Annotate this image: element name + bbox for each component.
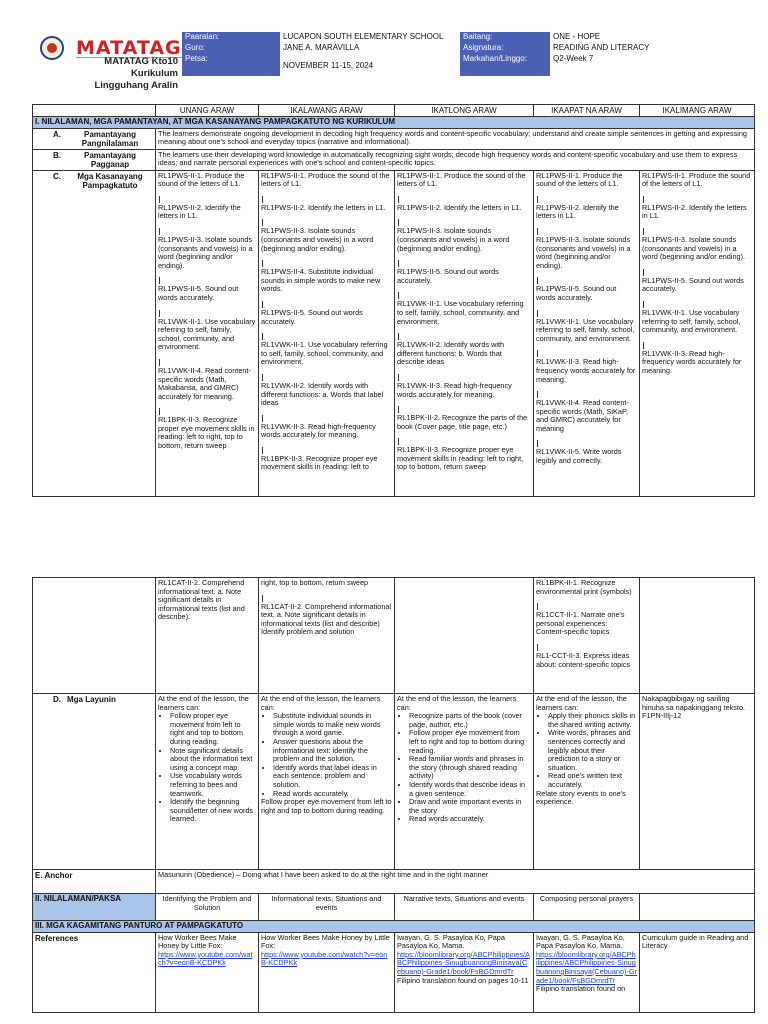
separator-tick [262,260,264,267]
separator-tick [262,415,264,422]
competency-item: RL1CCT-II-1. Narrate one's personal experiences: Content-specific topics [536,610,625,637]
objective-item: • Identify words that label ideas in each sentence: problem and solution. [273,764,392,790]
teacher-name: JANE A. MARAVILLA [280,43,460,54]
competency-item: RL1PWS-II-1. Produce the sound of the letters of L1. [158,170,245,189]
competency-item: RL1PWS-II-3. Isolate sounds (consonants and vowels) in a word (beginning and/or ending). [536,234,631,270]
document-title: MATATAG Kto10 Kurikulum Lingguhang Aralin [94,56,178,91]
competency-item: RL1VWK-II-3. Read high-frequency words accurately for meaning. [642,348,742,375]
references-row [33,932,755,1012]
grade-level: ONE - HOPE [550,32,754,43]
competency-item: RL1PWS-II-1. Produce the sound of the letters of L1. [261,170,390,189]
objective-item: • Substitute individual sounds in simple words to make new words through a word game. [273,712,392,738]
objective-item: • Draw and write important events in the story [409,798,531,815]
day-header: IKALIMANG ARAW [640,105,755,117]
separator-tick [537,310,539,317]
separator-tick [159,359,161,366]
separator-tick [159,277,161,284]
curriculum-table [32,104,755,497]
references-day-2: How Worker Bees Make Honey by Little Fox: https://www.youtube.com/watch?v=eonB-KCDPKk [259,932,395,1012]
competency-item: RL1VWK-II-1. Use vocabulary referring to self, family, school, community, and environment. [158,316,256,352]
objective-item: • Note significant details about the information text using a concept map. [170,747,256,773]
subject: READING AND LITERACY [550,43,754,54]
competency-item: RL1PWS-II-2. Identify the letters in L1. [261,202,386,212]
objective-item: • Read one's written text accurately. [548,772,637,789]
quarter-week: Q2-Week 7 [550,54,754,76]
day-header: IKATLONG ARAW [395,105,534,117]
row-label: Mga Layunin [67,695,116,704]
section-heading: III. MGA KAGAMITANG PANTURO AT PAMPAGKATUTO [33,921,755,933]
separator-tick [537,391,539,398]
objective-item: • Follow proper eye movement from left to right and top to bottom during reading. [409,729,531,755]
competency-item: RL1VWK-II-3. Read high-frequency words accurately for meaning. [261,421,376,440]
competency-item: RL1PWS-II-5. Sound out words accurately. [158,284,239,302]
separator-tick [262,219,264,226]
topic-day-3: Narrative texts, Situations and events [395,894,534,921]
objectives-day-5: Nakapagbibigay ng sariling hinuha sa napakinggang teksto. F1PN-IIIj-12 [640,694,755,870]
header-row: Guro: JANE A. MARAVILLA Asignatura: READING AND LITERACY [182,43,754,54]
objectives-day-2: At the end of the lesson, the learners can: • Substitute individual sounds in simple words to make new words through a word game. • Answer questions about the informational text: identify the problem and the solution. • Identify words that label ideas in each sentence: problem and solution. • Read words accurately. Follow proper eye movement from left to right and top to bottom during reading. [259,694,395,870]
topic-row [33,894,755,921]
competency-item: RL1PWS-II-3. Isolate sounds (consonants and vowels) in a word (beginning and/or ending). [642,234,746,262]
separator-tick [159,228,161,235]
topic-day-5 [640,894,755,921]
competency-item: RL1BPK-II-3. Recognize proper eye movement skills in reading: left to right, top to bottom, return sweep [158,415,255,451]
content-standard-row: A. Pamantayang Pangnilalaman The learners demonstrate ongoing development in decoding high frequency words and content-specific vocabulary; understand and create simple sentences in getting and expressing meaning about one's school and everyday topics (narrative and informational). [33,128,755,149]
competencies-day-3 [395,170,534,496]
competency-item: RL1PWS-II-1. Produce the sound of the letters of L1. [536,170,623,189]
separator-tick [537,440,539,447]
objectives-day-4: At the end of the lesson, the learners can: • Apply their phonics skills in the shared writing activity. • Write words, phrases and sentences correctly and legibly about their prediction to a story or situation. • Read one's written text accurately. Relate story events to one's experience. [534,694,640,870]
performance-standard-text: The learners use their developing word knowledge in automatically recognizing sight words; decode high frequency words and content-specific vocabulary and use them to express ideas; and narrate personal experiences with one's school and content-specific topics. [156,149,755,170]
competency-item: RL1VWK-II-2. Identify words with different functions: b. Words that describe ideas [397,340,505,367]
competency-item: RL1CAT-II-2. Comprehend informational text. a. Note significant details in informational texts (list and describe). [158,578,245,622]
competency-item: RL1PWS-II-5. Sound out words accurately. [397,267,499,285]
header-row: Paaralan: LUCAPON SOUTH ELEMENTARY SCHOOL Baitang: ONE - HOPE [182,32,754,43]
competency-item: RL1-CCT-II-3. Express ideas about: content-specific topics [536,650,631,669]
competency-item: RL1VWK-II-2. Identify words with different functions: a. Words that label ideas [261,380,384,408]
competency-item: RL1VWK-II-1. Use vocabulary referring to self, family, school, community, and environment. [261,340,388,367]
separator-tick [398,438,400,445]
competency-item: RL1PWS-II-1. Produce the sound of the letters of L1. [397,170,526,189]
competency-item: RL1VWK-II-3. Read high-frequency words accurately for meaning. [397,380,512,399]
competency-item: RL1BPK-II-2. Recognize the parts of the book (Cover page, title page, etc.) [397,413,528,431]
youtube-link[interactable]: https://www.youtube.com/watch?v=eonB-KCDPKk [158,949,253,968]
row-label: Mga Kasanayang Pampagkatuto [77,171,143,190]
separator-tick [537,228,539,235]
competencies-day-4 [534,170,640,496]
separator-tick [643,342,645,349]
bloom-library-link[interactable]: https://bloomlibrary.org/ABCPhilippines/ABCPhilippines-SinugbuanongBinisaya(Cebuano)-Grade1/book/FsBGDmrdTr [536,949,638,985]
row-label: II. NILALAMAN/PAKSA [33,894,156,921]
objective-item: • Answer questions about the informational text: identify the problem and the solution. [273,738,392,764]
anchor-text: Masunurin (Obedience) – Doing what I have been asked to do at the right time and in the right manner [156,870,755,894]
competency-item: RL1PWS-II-3. Isolate sounds (consonants and vowels) in a word (beginning and/or ending). [261,226,374,253]
competency-item: RL1VWK-II-3. Read high-frequency words accurately for meaning. [536,357,636,384]
competencies-cont-day-4 [534,578,640,694]
competency-item: RL1PWS-II-4. Substitute individual sounds in simple words to make new words. [261,267,381,294]
separator-tick [262,595,264,602]
separator-tick [643,269,645,276]
competencies-cont-day-3 [395,578,534,694]
day-header: IKALAWANG ARAW [259,105,395,117]
competency-item: RL1VWK-II-1. Use vocabulary referring to self, family, school, community, and environment. [642,307,741,335]
competency-item: RL1VWK-II-4. Read content-specific words (Math, Makabansa, and GMRC) accurately for meaning. [158,365,251,401]
competency-item: RL1PWS-II-2. Identify the letters in L1. [536,202,619,221]
objectives-row: D. Mga Layunin At the end of the lesson, the learners can: • Follow proper eye movement from left to right and top to bottom during reading. • Note significant details about the information text using a concept map. • Use vocabulary words referring to bees and teamwork. • Identify the beginning sound/letter of new words learned. At the end of the lesson, the learners can: • Substitute individual sounds in simple words to make new words through a word game. • Answer questions about the informational text: identify the problem and the solution. • Identify words that label ideas in each sentence: problem and solution. • Read words accurately. Follow proper eye movement from left to right and top to bottom during reading. At the end of the lesson, the learners can: • Recognize parts of the book (cover page, author, etc.) • Follow proper eye movement from left to right and top to bottom during reading. • Read familiar words and phrases in the story (through shared reading activity) • Identify words that describe ideas in a given sentence. • Draw and write important events in the story • Read words accurately. At the end of the lesson, the learners can: • Apply their phonics skills in the shared writing activity. • Write words, phrases and sentences correctly and legibly about their prediction to a story or situation. • Read one's written text accurately. Relate story events to one's experience. Nakapagbibigay ng sariling hinuha sa napakinggang teksto. F1PN-IIIj-12 [33,694,755,870]
competency-item: RL1PWS-II-3. Isolate sounds (consonants and vowels) in a word (beginning and/or ending). [397,226,510,253]
references-day-3: Iwayan, G. S. Pasayloa Ko, Papa Pasayloa Ko, Mama. https://bloomlibrary.org/ABCPhilippines/ABCPhilippines-SinugbuanongBinisaya(Cebuano)-Grade1/book/FsBGDmrdTr Filipino translation found on pages 10-11 [395,932,534,1012]
objective-item: • Identify the beginning sound/letter of new words learned. [170,798,256,824]
competency-item: RL1PWS-II-2. Identify the letters in L1. [642,202,747,221]
anchor-row [33,870,755,894]
competency-item: RL1PWS-II-5. Sound out words accurately. [536,284,617,302]
objective-item: • Read words accurately. [409,815,531,824]
competencies-continued-row [33,578,755,694]
competency-item: RL1BPK-II-3. Recognize proper eye movement skills in reading: left to [261,453,378,472]
learning-competencies-row: C. Mga Kasanayang Pampagkatuto RL1PWS-II-1. Produce the sound of the letters of L1. RL1PWS-II-2. Identify the letters in L1. RL1PWS-II-3. Isolate sounds (consonants and vowels) in a word (beginning and/or ending). RL1PWS-II-5. Sound out words accurately. RL1VWK-II-1. Use vocabulary referring to self, family, school, community, and environment. RL1VWK-II-4. Read content-specific words (Math, Makabansa, and GMRC) accurately for meaning. RL1BPK-II-3. Recognize proper eye movement skills in reading: left to right, top to bottom, return sweep RL1PWS-II-1. Produce the sound of the letters of L1. RL1PWS-II-2. Identify the letters in L1. RL1PWS-II-3. Isolate sounds (consonants and vowels) in a word (beginning and/or ending). RL1PWS-II-4. Substitute individual sounds in simple words to make new words. RL1PWS-II-5. Sound out words accurately. RL1VWK-II-1. Use vocabulary referring to self, family, school, community, and environment. RL1VWK-II-2. Identify words with different functions: a. Words that label ideas RL1VWK-II-3. Read high-frequency words accurately for meaning. RL1BPK-II-3. Recognize proper eye movement skills in reading: left to RL1PWS-II-1. Produce the sound of the letters of L1. RL1PWS-II-2. Identify the letters in L1. RL1PWS-II-3. Isolate sounds (consonants and vowels) in a word (beginning and/or ending). RL1PWS-II-5. Sound out words accurately. RL1VWK-II-1. Use vocabulary referring to self, family, school, community, and environment. RL1VWK-II-2. Identify words with different functions: b. Words that describe ideas RL1VWK-II-3. Read high-frequency words accurately for meaning. RL1BPK-II-2. Recognize the parts of the book (Cover page, title page, etc.) RL1BPK-II-3. Recognize proper eye movement skills in reading: left to right, top to bottom, return sweep RL1PWS-II-1. Produce the sound of the letters of L1. RL1PWS-II-2. Identify the letters in L1. RL1PWS-II-3. Isolate sounds (consonants and vowels) in a word (beginning and/or ending). RL1PWS-II-5. Sound out words accurately. RL1VWK-II-1. Use vocabulary referring to self, family, school, community, and environment. RL1VWK-II-3. Read high-frequency words accurately for meaning. RL1VWK-II-4. Read content-specific words (Math, SiKaP, and GMRC) accurately for meaning RL1VWK-II-5. Write words legibly and correctly. RL1PWS-II-1. Produce the sound of the letters of L1. RL1PWS-II-2. Identify the letters in L1. RL1PWS-II-3. Isolate sounds (consonants and vowels) in a word (beginning and/or ending). RL1PWS-II-5. Sound out words accurately. RL1VWK-II-1. Use vocabulary referring to self, family, school, community, and environment. RL1VWK-II-3. Read high-frequency words accurately for meaning. [33,170,755,496]
separator-tick [262,374,264,381]
competency-item: RL1PWS-II-5. Sound out words accurately. [261,307,363,326]
separator-tick [643,301,645,308]
row-label: E. Anchor [33,870,156,894]
references-day-1: How Worker Bees Make Honey by Little Fox: https://www.youtube.com/watch?v=eonB-KCDPKk [156,932,259,1012]
competency-item: RL1PWS-II-2. Identify the letters in L1. [397,202,522,212]
competency-item: RL1PWS-II-1. Produce the sound of the letters of L1. [642,170,751,189]
school-name: LUCAPON SOUTH ELEMENTARY SCHOOL [280,32,460,43]
separator-tick [159,310,161,317]
separator-tick [643,196,645,203]
competency-item: RL1VWK-II-1. Use vocabulary referring to self, family, school, community, and environment. [397,299,524,326]
objective-item: • Follow proper eye movement from left to right and top to bottom during reading. [170,712,256,746]
competency-item: RL1VWK-II-5. Write words legibly and correctly. [536,447,622,466]
competencies-cont-day-1 [156,578,259,694]
competencies-cont-day-5 [640,578,755,694]
performance-standard-row: B. Pamantayang Pagganap The learners use their developing word knowledge in automatically recognizing sight words; decode high frequency words and content-specific vocabulary and use them to express ideas; and narrate personal experiences with one's school and content-specific topics. [33,149,755,170]
day-header-row [33,105,755,117]
competencies-day-1 [156,170,259,496]
competencies-day-5 [640,170,755,496]
brand-name: MATATAG [76,37,182,59]
day-header: UNANG ARAW [156,105,259,117]
separator-tick [262,447,264,454]
objectives-day-1: At the end of the lesson, the learners can: • Follow proper eye movement from left to right and top to bottom during reading. • Note significant details about the information text using a concept map. • Use vocabulary words referring to bees and teamwork. • Identify the beginning sound/letter of new words learned. [156,694,259,870]
bloom-library-link[interactable]: https://bloomlibrary.org/ABCPhilippines/ABCPhilippines-SinugbuanongBinisaya(Cebuano)-Grade1/book/FsBGDmrdTr [397,949,530,976]
competency-item: right, top to bottom, return sweep [261,578,369,587]
topic-day-4: Composing personal prayers [534,894,640,921]
separator-tick [643,228,645,235]
separator-tick [398,374,400,381]
separator-tick [398,260,400,267]
competencies-day-2 [259,170,395,496]
separator-tick [537,603,539,610]
competency-item: RL1BPK-II-3. Recognize proper eye movement skills in reading: left to right, top to bottom, return sweep [397,445,524,472]
objective-item: • Use vocabulary words referring to bees and teamwork. [170,772,256,798]
content-standard-text: The learners demonstrate ongoing development in decoding high frequency words and content-specific vocabulary; understand and create simple sentences in getting and expressing meaning about one's school and everyday topics (narrative and informational). [156,128,755,149]
objective-item: • Read words accurately. [273,790,392,799]
separator-tick [398,333,400,340]
references-day-4: Iwayan, G. S. Pasayloa Ko, Papa Pasayloa Ko, Mama. https://bloomlibrary.org/ABCPhilippines/ABCPhilippines-SinugbuanongBinisaya(Cebuano)-Grade1/book/FsBGDmrdTr Filipino translation found on [534,932,640,1012]
objectives-day-3: At the end of the lesson, the learners can: • Recognize parts of the book (cover page, author, etc.) • Follow proper eye movement from left to right and top to bottom during reading. • Read familiar words and phrases in the story (through shared reading activity) • Identify words that describe ideas in a given sentence. • Draw and write important events in the story • Read words accurately. [395,694,534,870]
competency-item: RL1VWK-II-1. Use vocabulary referring to self, family, school, community, and environment. [536,316,635,343]
objective-item: • Identify words that describe ideas in a given sentence. [409,781,531,798]
topic-day-2: Informational texts, Situations and events [259,894,395,921]
row-label: Pamantayang Pagganap [83,150,137,169]
separator-tick [398,406,400,413]
row-label: Pamantayang Pangnilalaman [81,129,139,148]
separator-tick [262,196,264,203]
separator-tick [398,292,400,299]
competency-item: RL1BPK-II-1. Recognize environmental print (symbols) [536,578,632,596]
competency-item: RL1PWS-II-5. Sound out words accurately. [642,275,744,294]
curriculum-table-continued [32,577,755,1013]
separator-tick [159,196,161,203]
separator-tick [262,301,264,308]
objective-item: • Read familiar words and phrases in the story (through shared reading activity) [409,755,531,781]
separator-tick [398,219,400,226]
separator-tick [537,350,539,357]
topic-day-1: Identifying the Problem and Solution [156,894,259,921]
objective-item: • Write words, phrases and sentences correctly and legibly about their prediction to a story or situation. [548,729,637,772]
competency-item: RL1PWS-II-3. Isolate sounds (consonants and vowels) in a word (beginning and/or ending). [158,234,253,270]
objective-item: • Apply their phonics skills in the shared writing activity. [548,712,637,729]
separator-tick [537,644,539,651]
youtube-link[interactable]: https://www.youtube.com/watch?v=eonB-KCDPKk [261,949,388,968]
section-heading: I. NILALAMAN, MGA PAMANTAYAN, AT MGA KASANAYANG PAMPAGKATUTO NG KURIKULUM [33,117,755,129]
header-row: Petsa: NOVEMBER 11-15, 2024 Markahan/Linggo: Q2-Week 7 [182,54,754,76]
separator-tick [398,196,400,203]
header-info-table [182,32,754,76]
separator-tick [159,408,161,415]
references-day-5: Curriculum guide in Reading and Literacy [640,932,755,1012]
date-range: NOVEMBER 11-15, 2024 [280,54,460,76]
separator-tick [537,277,539,284]
separator-tick [262,333,264,340]
competency-item: RL1VWK-II-4. Read content-specific words (Math, SiKaP, and GMRC) accurately for meaning [536,398,629,433]
competencies-cont-day-2 [259,578,395,694]
row-label: References [33,932,156,1012]
separator-tick [537,196,539,203]
day-header: IKAAPAT NA ARAW [534,105,640,117]
objective-item: • Recognize parts of the book (cover page, author, etc.) [409,712,531,729]
competency-item: RL1CAT-II-2. Comprehend informational text. a. Note significant details in informational texts (list and describe) Identify problem and solution [261,601,392,637]
competency-item: RL1PWS-II-2. Identify the letters in L1. [158,202,241,221]
